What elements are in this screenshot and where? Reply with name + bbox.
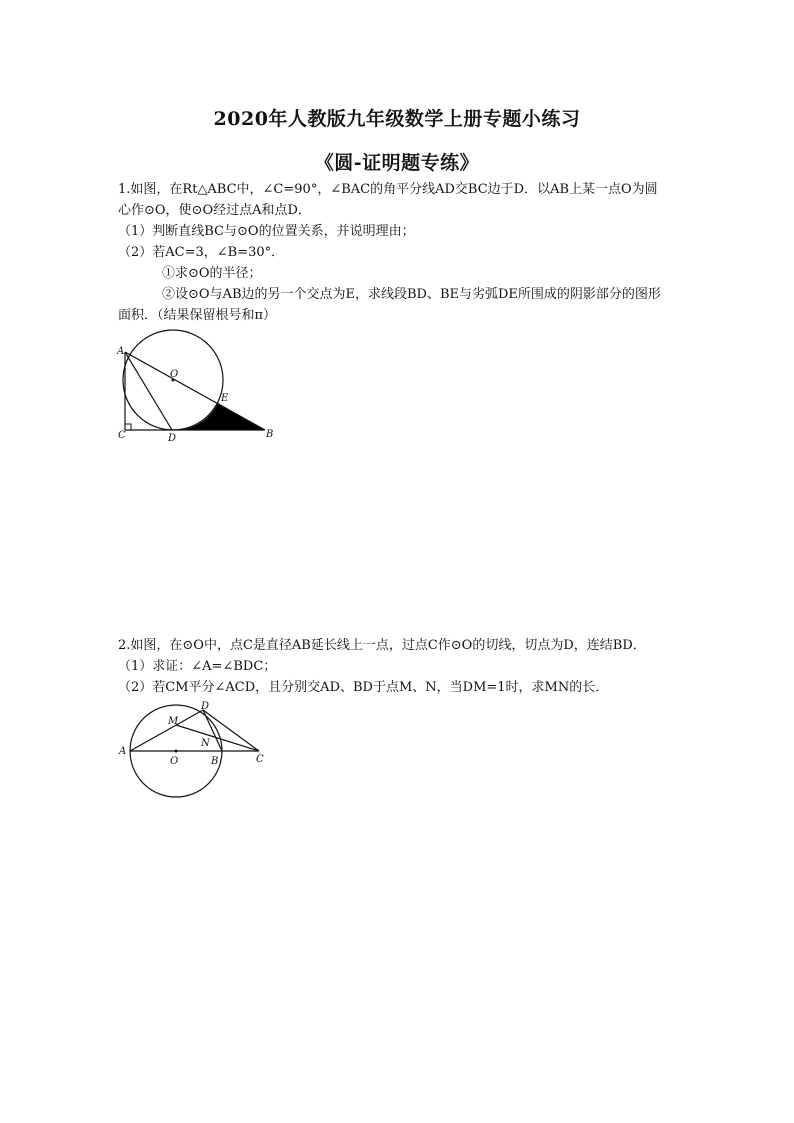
q1-line-1: 1.如图，在Rt△ABC中，∠C=90°，∠BAC的角平分线AD交BC边于D．以AB上某一点O为圆 (118, 182, 658, 197)
q1-figure (115, 330, 275, 445)
q1-part-1: （1）判断直线BC与⊙O的位置关系，并说明理由； (118, 224, 415, 239)
segment-dc (203, 710, 259, 751)
segment-cm (176, 725, 259, 751)
label-c: C (256, 754, 264, 765)
q1-part-2: （2）若AC=3，∠B=30°． (118, 245, 285, 260)
label-d: D (201, 701, 210, 712)
label-b: B (266, 429, 274, 440)
shaded-region (172, 403, 265, 430)
q2-part-1: （1）求证：∠A=∠BDC； (118, 659, 277, 674)
label-c: C (118, 430, 126, 441)
label-a: A (117, 346, 125, 357)
label-b: B (211, 756, 219, 767)
label-n: N (201, 738, 210, 749)
label-a: A (119, 746, 127, 757)
q2-figure (118, 700, 278, 800)
q1-subpart-2-cont: 面积．（结果保留根号和π） (118, 308, 277, 323)
page-title: 2020年人教版九年级数学上册专题小练习 (213, 108, 581, 130)
label-m: M (168, 716, 179, 727)
segment-ad (125, 352, 172, 430)
label-o: O (170, 756, 179, 767)
q2-part-2: （2）若CM平分∠ACD，且分别交AD、BD于点M、N，当DM=1时，求MN的长． (118, 680, 609, 695)
label-o: O (170, 369, 179, 380)
right-angle-mark (125, 424, 131, 430)
page-subtitle: 《圆-证明题专练》 (314, 152, 480, 174)
q1-subpart-1: ①求⊙O的半径； (162, 266, 262, 281)
q1-subpart-2: ②设⊙O与AB边的另一个交点为E，求线段BD、BE与劣弧DE所围成的阴影部分的图形 (162, 287, 661, 302)
q1-line-2: 心作⊙O，使⊙O经过点A和点D． (118, 203, 311, 218)
center-dot (175, 750, 178, 753)
label-e: E (221, 393, 229, 404)
segment-ab (125, 352, 265, 430)
label-d: D (168, 433, 177, 444)
q2-line-1: 2.如图，在⊙O中，点C是直径AB延长线上一点，过点C作⊙O的切线，切点为D，连结BD． (118, 638, 646, 653)
